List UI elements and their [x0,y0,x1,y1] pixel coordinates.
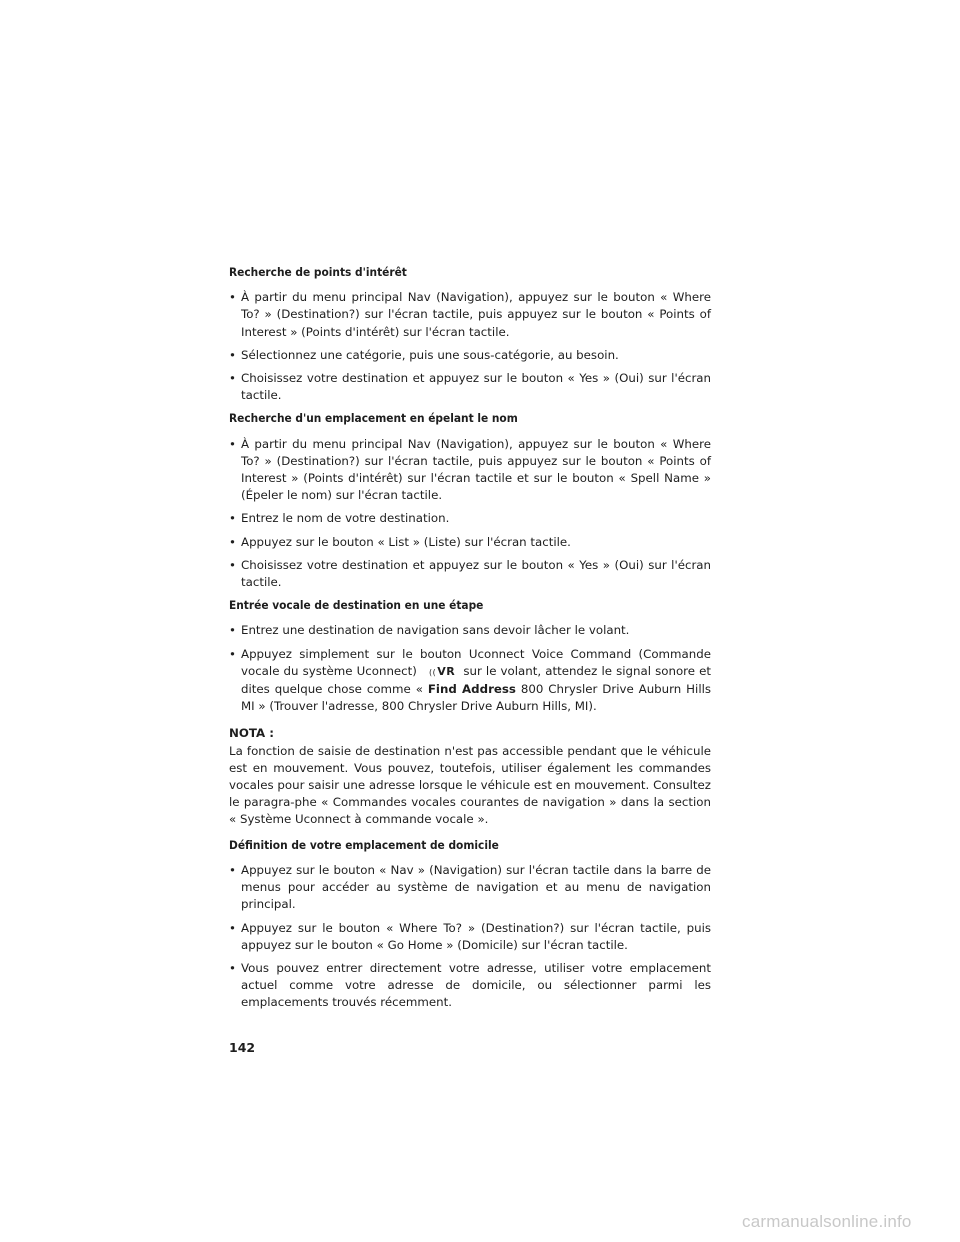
voice-command-icon [429,663,455,681]
bullet-dot: • [229,347,236,362]
list-item-text: Appuyez sur le bouton « Where To? » (Destination?) sur l'écran tactile, puis appuyez sur le bouton « Go Home » (Domicile) sur l'écran tactile. [241,920,711,952]
list-item [229,436,711,505]
voice-text-bold: Find Address [427,682,516,697]
list-item-text [241,646,711,716]
list-item [229,347,711,364]
list-item-text: Choisissez votre destination et appuyez sur le bouton « Yes » (Oui) sur l'écran tactile. [241,371,711,403]
list-item [229,557,711,591]
list-item [229,960,711,1012]
list-item [229,920,711,954]
list-item-text: Vous pouvez entrer directement votre adresse, utiliser votre emplacement actuel comme votre adresse de domicile, ou sélectionner parmi les emplacements trouvés récemment. [241,960,711,1010]
list-item [229,862,711,914]
list-item-text: À partir du menu principal Nav (Navigation), appuyez sur le bouton « Where To? » (Destination?) sur l'écran tactile, puis appuyez sur le bouton « Points of Interest » (Points d'intérêt) sur l'écran tactile et sur le bouton « Spell Name » (Épeler le nom) sur l'écran tactile. [241,436,711,503]
voice-wave-icon: (( [429,667,437,677]
bullet-dot: • [229,436,236,451]
list-item [229,370,711,404]
bullet-dot: • [229,557,236,572]
bullet-dot: • [229,290,236,305]
list-item-text: Entrez le nom de votre destination. [241,511,450,526]
heading-voice-entry: Entrée vocale de destination en une étape [229,598,484,613]
vr-label: VR [437,664,456,678]
list-item-text: Entrez une destination de navigation sans devoir lâcher le volant. [241,623,630,638]
bullet-dot: • [229,371,236,386]
list-item [229,622,711,639]
list-item [229,510,711,527]
list-item [229,646,711,716]
bullet-dot: • [229,646,236,661]
heading-poi-search: Recherche de points d'intérêt [229,265,407,279]
list-item [229,534,711,551]
list-item [229,289,711,341]
page-number: 142 [229,1040,256,1055]
bullet-dot: • [229,920,236,935]
note-text: La fonction de saisie de destination n'est pas accessible pendant que le véhicule est en mouvement. Vous pouvez, toutefois, utiliser également les commandes vocales pour saisir une adresse lorsque le véhicule est en mouvement. Consultez le paragra-phe « Commandes vocales courantes de navigation » dans la section « Système Uconnect à commande vocale ». [229,743,711,827]
list-item-text: À partir du menu principal Nav (Navigation), appuyez sur le bouton « Where To? » (Destination?) sur l'écran tactile, puis appuyez sur le bouton « Points of Interest » (Points d'intérêt) sur l'écran tactile. [241,290,711,339]
voice-text-pre: Appuyez simplement sur le bouton Uconnect Voice Command (Commande vocale du système Uconnect) [241,646,711,678]
list-item-text: Appuyez sur le bouton « List » (Liste) sur l'écran tactile. [241,534,571,549]
heading-spell-name: Recherche d'un emplacement en épelant le nom [229,411,518,426]
heading-home-location: Définition de votre emplacement de domicile [229,837,499,852]
voice-text-mid: sur le volant, attendez le signal sonore et dites quelque chose comme « [241,663,711,697]
bullet-dot: • [229,862,236,877]
bullet-dot: • [229,534,236,549]
list-item-text: Sélectionnez une catégorie, puis une sous-catégorie, au besoin. [241,347,619,362]
watermark: carmanualsonline.info [742,1212,912,1231]
bullet-dot: • [229,960,236,975]
bullet-dot: • [229,511,236,526]
list-item-text: Appuyez sur le bouton « Nav » (Navigation) sur l'écran tactile dans la barre de menus pour accéder au système de navigation et au menu de navigation principal. [241,862,711,912]
list-item-text: Choisissez votre destination et appuyez sur le bouton « Yes » (Oui) sur l'écran tactile. [241,557,711,590]
page-content [229,264,711,1018]
note-title: NOTA : [229,726,274,741]
voice-text-post: 800 Chrysler Drive Auburn Hills MI » (Trouver l'adresse, 800 Chrysler Drive Auburn Hills, MI). [241,682,712,714]
bullet-dot: • [229,623,236,638]
